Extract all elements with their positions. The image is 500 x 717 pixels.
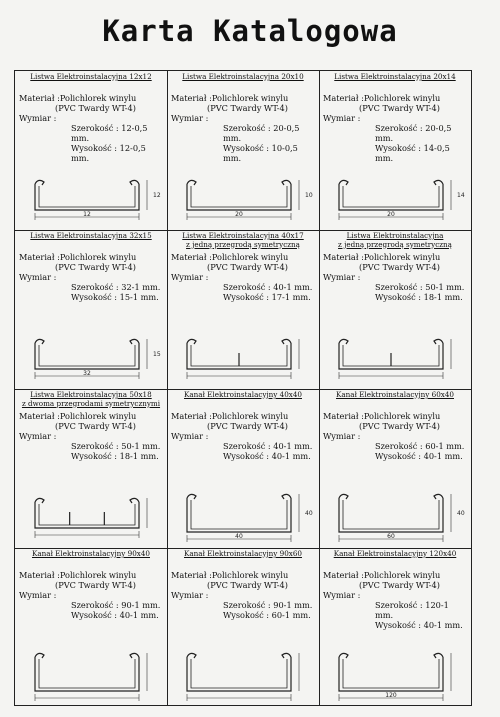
height-value: : 14-0,5 mm. (375, 143, 450, 163)
profile-outline (187, 180, 291, 210)
height-row (19, 610, 163, 620)
dimension-label: Wymiar : (323, 272, 361, 282)
dimension-label: Wymiar : (171, 272, 209, 282)
width-label: Szerokość (375, 441, 418, 451)
profile-drawing (319, 162, 463, 228)
product-name: Listwa Elektroinstalacyjna (346, 231, 444, 240)
height-row (323, 620, 467, 630)
product-name: Listwa Elektroinstalacyjna 12x12 (30, 72, 152, 81)
profile-outline (187, 494, 291, 532)
material-sub: (PVC Twardy WT-4) (359, 103, 440, 113)
material-label: Materiał (171, 570, 207, 580)
material-value: :Polichlorek winylu (57, 411, 137, 421)
height-row (171, 292, 315, 302)
material-sub: (PVC Twardy WT-4) (55, 421, 136, 431)
profile-drawing (15, 639, 159, 705)
height-value: : 10-0,5 mm. (223, 143, 298, 163)
height-label: Wysokość (375, 451, 416, 461)
material-row (171, 411, 315, 421)
material-value: :Polichlorek winylu (209, 411, 289, 421)
product-heading (171, 73, 315, 90)
profile-outline (339, 653, 443, 691)
profile-outline (35, 498, 139, 528)
height-row (19, 451, 163, 461)
width-row (323, 441, 467, 451)
height-value: : 18-1 mm. (114, 451, 159, 461)
width-value: : 60-1 mm. (419, 441, 465, 451)
dimension-label: Wymiar : (19, 113, 57, 123)
dimension-width-label: 120 (385, 692, 397, 699)
material-label: Materiał (19, 411, 55, 421)
height-label: Wysokość (375, 292, 416, 302)
height-value: : 40-1 mm. (418, 451, 463, 461)
profile-drawing (319, 321, 463, 387)
width-label: Szerokość (223, 123, 266, 133)
product-name: Listwa Elektroinstalacyjna 20x10 (182, 72, 304, 81)
product-heading (19, 391, 163, 408)
height-label: Wysokość (71, 143, 112, 153)
product-name: Kanał Elektroinstalacyjny 120x40 (333, 549, 457, 558)
dimension-height-label: 40 (457, 510, 465, 517)
product-heading (171, 391, 315, 408)
material-row (323, 93, 467, 103)
profile-drawing (319, 639, 463, 705)
material-row (171, 570, 315, 580)
width-label: Szerokość (375, 282, 418, 292)
material-label: Materiał (323, 570, 359, 580)
height-label: Wysokość (375, 620, 416, 630)
product-variant: z jedną przegrodą symetryczną (338, 239, 452, 249)
product-card (319, 71, 471, 230)
profile-drawing (167, 639, 311, 705)
product-card (15, 230, 167, 389)
height-row (323, 143, 467, 163)
height-value: : 18-1 mm. (418, 292, 463, 302)
material-value: :Polichlorek winylu (57, 252, 137, 262)
width-label: Szerokość (71, 282, 114, 292)
dimension-width-label: 32 (83, 370, 91, 377)
product-card (15, 389, 167, 548)
height-value: : 60-1 mm. (266, 610, 311, 620)
width-row (171, 123, 315, 143)
width-value: : 20-0,5 mm. (375, 123, 452, 143)
width-value: : 20-0,5 mm. (223, 123, 300, 143)
profile-drawing (167, 480, 311, 546)
width-row (19, 123, 163, 143)
dimension-width-label: 60 (387, 533, 395, 540)
material-label: Materiał (19, 252, 55, 262)
height-row (171, 451, 315, 461)
material-sub: (PVC Twardy WT-4) (207, 421, 288, 431)
product-heading (171, 232, 315, 249)
dimension-width-label: 40 (235, 533, 243, 540)
dimension-height-label: 10 (305, 192, 313, 199)
width-value: : 40-1 mm. (267, 282, 313, 292)
dimension-height-label: 14 (457, 192, 465, 199)
material-sub: (PVC Twardy WT-4) (207, 580, 288, 590)
width-label: Szerokość (223, 600, 266, 610)
width-label: Szerokość (71, 600, 114, 610)
material-value: :Polichlorek winylu (209, 570, 289, 580)
material-label: Materiał (171, 93, 207, 103)
material-value: :Polichlorek winylu (361, 411, 441, 421)
width-value: : 32-1 mm. (115, 282, 161, 292)
width-label: Szerokość (223, 441, 266, 451)
dimension-label: Wymiar : (19, 272, 57, 282)
product-card (167, 548, 319, 707)
width-row (171, 441, 315, 451)
height-row (323, 451, 467, 461)
dimension-label: Wymiar : (19, 431, 57, 441)
dimension-label: Wymiar : (323, 113, 361, 123)
width-value: : 50-1 mm. (419, 282, 465, 292)
material-label: Materiał (171, 411, 207, 421)
material-row (323, 252, 467, 262)
width-row (19, 282, 163, 292)
dimension-label: Wymiar : (171, 113, 209, 123)
material-row (323, 570, 467, 580)
material-row (323, 411, 467, 421)
width-label: Szerokość (375, 600, 418, 610)
product-name: Listwa Elektroinstalacyjna 32x15 (30, 231, 152, 240)
profile-drawing (15, 480, 159, 546)
height-value: : 40-1 mm. (266, 451, 311, 461)
height-label: Wysokość (71, 610, 112, 620)
profile-outline (339, 180, 443, 210)
material-sub: (PVC Twardy WT-4) (55, 262, 136, 272)
product-heading (19, 73, 163, 90)
height-value: : 15-1 mm. (114, 292, 159, 302)
page-title: Karta Katalogowa (102, 14, 398, 48)
width-label: Szerokość (375, 123, 418, 133)
material-row (19, 411, 163, 421)
material-row (19, 570, 163, 580)
material-label: Materiał (19, 93, 55, 103)
dimension-height-label: 12 (153, 192, 161, 199)
height-row (171, 610, 315, 620)
product-heading (19, 550, 163, 567)
product-card (319, 548, 471, 707)
material-label: Materiał (171, 252, 207, 262)
width-label: Szerokość (223, 282, 266, 292)
material-value: :Polichlorek winylu (361, 252, 441, 262)
material-sub: (PVC Twardy WT-4) (55, 580, 136, 590)
height-value: : 40-1 mm. (114, 610, 159, 620)
material-value: :Polichlorek winylu (361, 570, 441, 580)
profile-outline (339, 339, 443, 369)
material-label: Materiał (19, 570, 55, 580)
dimension-label: Wymiar : (19, 590, 57, 600)
product-heading (323, 550, 467, 567)
dimension-label: Wymiar : (323, 590, 361, 600)
dimension-width-label: 20 (235, 211, 243, 218)
product-card (167, 71, 319, 230)
dimension-label: Wymiar : (323, 431, 361, 441)
dimension-label: Wymiar : (171, 590, 209, 600)
width-row (323, 282, 467, 292)
dimension-label: Wymiar : (171, 431, 209, 441)
material-label: Materiał (323, 93, 359, 103)
material-sub: (PVC Twardy WT-4) (359, 262, 440, 272)
dimension-width-label: 20 (387, 211, 395, 218)
width-value: : 120-1 mm. (375, 600, 449, 620)
product-name: Kanał Elektroinstalacyjny 90x40 (32, 549, 150, 558)
product-name: Kanał Elektroinstalacyjny 60x40 (336, 390, 454, 399)
product-heading (19, 232, 163, 249)
product-card (319, 389, 471, 548)
width-row (323, 600, 467, 620)
dimension-height-label: 15 (153, 351, 161, 358)
height-value: : 17-1 mm. (266, 292, 311, 302)
material-value: :Polichlorek winylu (57, 93, 137, 103)
product-card (319, 230, 471, 389)
width-label: Szerokość (71, 441, 114, 451)
dimension-height-label: 40 (305, 510, 313, 517)
profile-drawing (167, 162, 311, 228)
height-label: Wysokość (223, 143, 264, 153)
width-value: : 40-1 mm. (267, 441, 313, 451)
material-sub: (PVC Twardy WT-4) (207, 103, 288, 113)
profile-outline (35, 180, 139, 210)
profile-drawing (15, 321, 159, 387)
height-row (19, 143, 163, 163)
material-row (171, 252, 315, 262)
height-row (171, 143, 315, 163)
height-row (19, 292, 163, 302)
height-value: : 12-0,5 mm. (71, 143, 146, 163)
profile-outline (187, 653, 291, 691)
height-label: Wysokość (71, 451, 112, 461)
dimension-width-label: 12 (83, 211, 91, 218)
product-name: Listwa Elektroinstalacyjna 40x17 (182, 231, 304, 240)
material-label: Materiał (323, 252, 359, 262)
width-value: : 50-1 mm. (115, 441, 161, 451)
profile-outline (35, 653, 139, 691)
width-row (19, 600, 163, 610)
product-heading (323, 232, 467, 249)
product-card (15, 71, 167, 230)
product-heading (171, 550, 315, 567)
material-value: :Polichlorek winylu (57, 570, 137, 580)
catalog-grid (14, 70, 472, 706)
height-label: Wysokość (223, 451, 264, 461)
height-label: Wysokość (223, 610, 264, 620)
material-sub: (PVC Twardy WT-4) (207, 262, 288, 272)
material-value: :Polichlorek winylu (209, 252, 289, 262)
material-value: :Polichlorek winylu (209, 93, 289, 103)
material-label: Materiał (323, 411, 359, 421)
height-label: Wysokość (71, 292, 112, 302)
material-row (171, 93, 315, 103)
width-row (171, 600, 315, 610)
width-row (323, 123, 467, 143)
product-name: Kanał Elektroinstalacyjny 90x60 (184, 549, 302, 558)
profile-drawing (319, 480, 463, 546)
product-variant: z jedną przegrodą symetryczną (186, 239, 300, 249)
profile-outline (187, 339, 291, 369)
product-name: Listwa Elektroinstalacyjna 20x14 (334, 72, 456, 81)
material-row (19, 93, 163, 103)
width-value: : 90-1 mm. (115, 600, 161, 610)
height-value: : 40-1 mm. (418, 620, 463, 630)
product-name: Listwa Elektroinstalacyjna 50x18 (30, 390, 152, 399)
material-value: :Polichlorek winylu (361, 93, 441, 103)
product-variant: z dwoma przegrodami symetrycznymi (21, 398, 161, 408)
material-row (19, 252, 163, 262)
profile-outline (35, 339, 139, 369)
product-card (167, 230, 319, 389)
width-row (171, 282, 315, 292)
product-card (15, 548, 167, 707)
width-label: Szerokość (71, 123, 114, 133)
material-sub: (PVC Twardy WT-4) (359, 580, 440, 590)
product-card (167, 389, 319, 548)
material-sub: (PVC Twardy WT-4) (55, 103, 136, 113)
height-row (323, 292, 467, 302)
product-name: Kanał Elektroinstalacyjny 40x40 (184, 390, 302, 399)
height-label: Wysokość (375, 143, 416, 153)
material-sub: (PVC Twardy WT-4) (359, 421, 440, 431)
width-value: : 90-1 mm. (267, 600, 313, 610)
profile-drawing (167, 321, 311, 387)
product-heading (323, 73, 467, 90)
profile-drawing (15, 162, 159, 228)
product-heading (323, 391, 467, 408)
width-row (19, 441, 163, 451)
profile-outline (339, 494, 443, 532)
width-value: : 12-0,5 mm. (71, 123, 148, 143)
height-label: Wysokość (223, 292, 264, 302)
